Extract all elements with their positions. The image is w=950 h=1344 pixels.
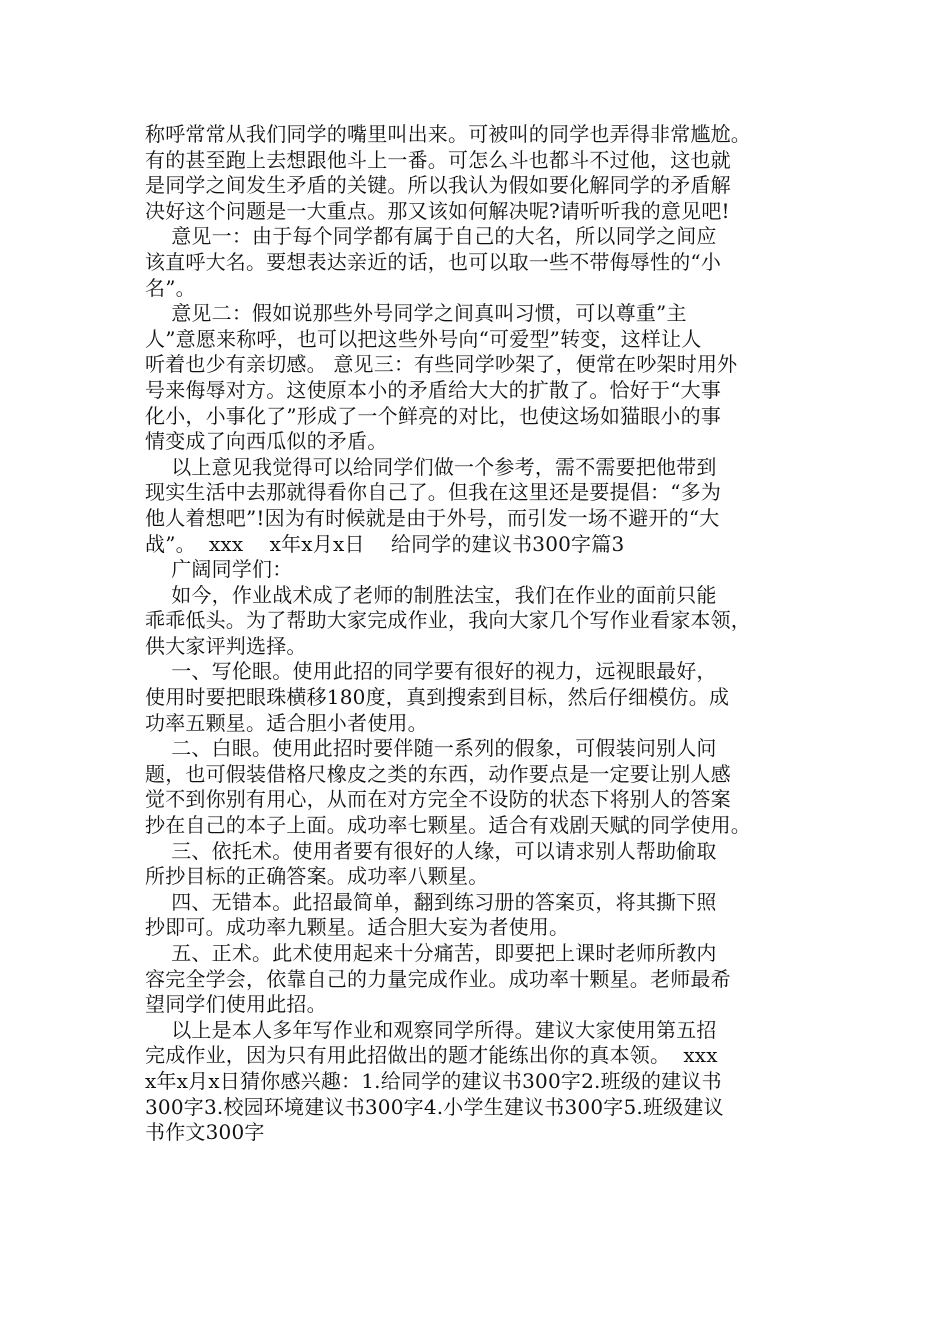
text-line: 现实生活中去那就得看你自己了。但我在这里还是要提倡：“多为	[145, 480, 722, 505]
text-line: 决好这个问题是一大重点。那又该如何解决呢?请听听我的意见吧!	[145, 198, 730, 223]
text-line: 他人着想吧”!因为有时候就是由于外号，而引发一场不避开的“大	[145, 505, 720, 530]
text-line: 二、白眼。使用此招时要伴随一系列的假象，可假装问别人问	[145, 736, 717, 761]
text-line: 化小，小事化了”形成了一个鲜亮的对比，也使这场如猫眼小的事	[145, 403, 722, 428]
text-line: 功率五颗星。适合胆小者使用。	[145, 710, 428, 735]
text-line: 人”意愿来称呼，也可以把这些外号向“可爱型”转变，这样让人	[145, 326, 702, 351]
text-line: 一、写伦眼。使用此招的同学要有很好的视力，远视眼最好，	[145, 659, 717, 684]
text-line: 三、依托术。使用者要有很好的人缘，可以请求别人帮助偷取	[145, 838, 717, 863]
body-text	[145, 122, 835, 1146]
text-line: 该直呼大名。要想表达亲近的话，也可以取一些不带侮辱性的“小	[145, 249, 722, 274]
text-line: 五、正术。此术使用起来十分痛苦，即要把上课时老师所教内	[145, 941, 717, 965]
text-line: 以上意见我觉得可以给同学们做一个参考，需不需要把他带到	[145, 454, 717, 479]
text-line: 四、无错本。此招最简单，翻到练习册的答案页，将其撕下照	[145, 889, 717, 914]
text-line: 觉不到你别有用心，从而在对方完全不设防的状态下将别人的答案	[145, 787, 731, 812]
text-line: 广阔同学们：	[145, 557, 293, 582]
text-line: 抄即可。成功率九颗星。适合胆大妄为者使用。	[145, 915, 570, 940]
text-line: 书作文300字	[145, 1120, 265, 1145]
text-line: 望同学们使用此招。	[145, 992, 327, 1017]
text-line: 意见二：假如说那些外号同学之间真叫习惯，可以尊重”主	[145, 301, 687, 326]
text-line: x年x月x日猜你感兴趣：1.给同学的建议书300字2.班级的建议书	[145, 1068, 722, 1093]
text-line: 战”。 xxx x年x月x日 给同学的建议书300字篇3	[145, 531, 625, 556]
text-line: 乖乖低头。为了帮助大家完成作业，我向大家几个写作业看家本领，	[145, 608, 751, 633]
text-line: 题，也可假装借格尺橡皮之类的东西，动作要点是一定要让别人感	[145, 761, 731, 786]
text-line: 是同学之间发生矛盾的关键。所以我认为假如要化解同学的矛盾解	[145, 173, 731, 198]
text-line: 供大家评判选择。	[145, 633, 307, 658]
text-line: 完成作业，因为只有用此招做出的题才能练出你的真本领。 xxx	[145, 1043, 718, 1068]
text-line: 称呼常常从我们同学的嘴里叫出来。可被叫的同学也弄得非常尴尬。	[145, 122, 751, 146]
text-line: 听着也少有亲切感。 意见三：有些同学吵架了，便常在吵架时用外	[145, 352, 738, 377]
text-line: 使用时要把眼珠横移180度，真到搜索到目标，然后仔细模仿。成	[145, 685, 730, 710]
text-line: 300字3.校园环境建议书300字4.小学生建议书300字5.班级建议	[145, 1094, 724, 1119]
text-line: 以上是本人多年写作业和观察同学所得。建议大家使用第五招	[145, 1017, 717, 1042]
text-line: 如今，作业战术成了老师的制胜法宝，我们在作业的面前只能	[145, 582, 717, 607]
text-line: 有的甚至跑上去想跟他斗上一番。可怎么斗也都斗不过他，这也就	[145, 147, 731, 172]
text-line: 名”。	[145, 275, 196, 300]
text-line: 容完全学会，依靠自己的力量完成作业。成功率十颗星。老师最希	[145, 966, 731, 991]
text-line: 抄在自己的本子上面。成功率七颗星。适合有戏剧天赋的同学使用。	[145, 813, 751, 838]
text-line: 号来侮辱对方。这使原本小的矛盾给大大的扩散了。恰好于“大事	[145, 377, 722, 402]
text-line: 所抄目标的正确答案。成功率八颗星。	[145, 864, 489, 889]
text-line: 情变成了向西瓜似的矛盾。	[145, 429, 388, 454]
text-line: 意见一：由于每个同学都有属于自己的大名，所以同学之间应	[145, 224, 717, 249]
